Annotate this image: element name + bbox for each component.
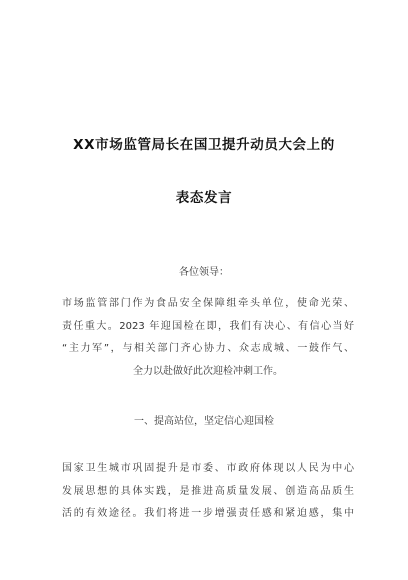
document-title-line-2: 表态发言 [175,190,233,206]
section-1-heading: 一、提高站位，坚定信心迎国检 [134,416,274,427]
paragraph-1-line: 全力以赴做好此次迎检冲刺工作。 [133,365,283,377]
document-title-line-1: XX市场监管局长在国卫提升动员大会上的 [73,137,335,153]
paragraph-2-line: 活的有效途径。我们将进一步增强责任感和紧迫感，集中 [62,508,354,519]
paragraph-2 [62,458,354,526]
paragraph-1 [62,293,354,383]
paragraph-2-line: 发展思想的具体实践，是推进高质量发展、创造高品质生 [62,485,354,497]
salutation: 各位领导： [179,267,229,278]
paragraph-2-line: 国家卫生城市巩固提升是市委、市政府体现以人民为中心 [62,463,354,474]
paragraph-1-line: “主力军”，与相关部门齐心协力、众志成城、一鼓作气、 [62,343,354,354]
paragraph-1-line: 责任重大。2023 年迎国检在即，我们有决心、有信心当好 [62,320,354,332]
paragraph-1-line: 市场监管部门作为食品安全保障组牵头单位，使命光荣、 [62,298,354,309]
